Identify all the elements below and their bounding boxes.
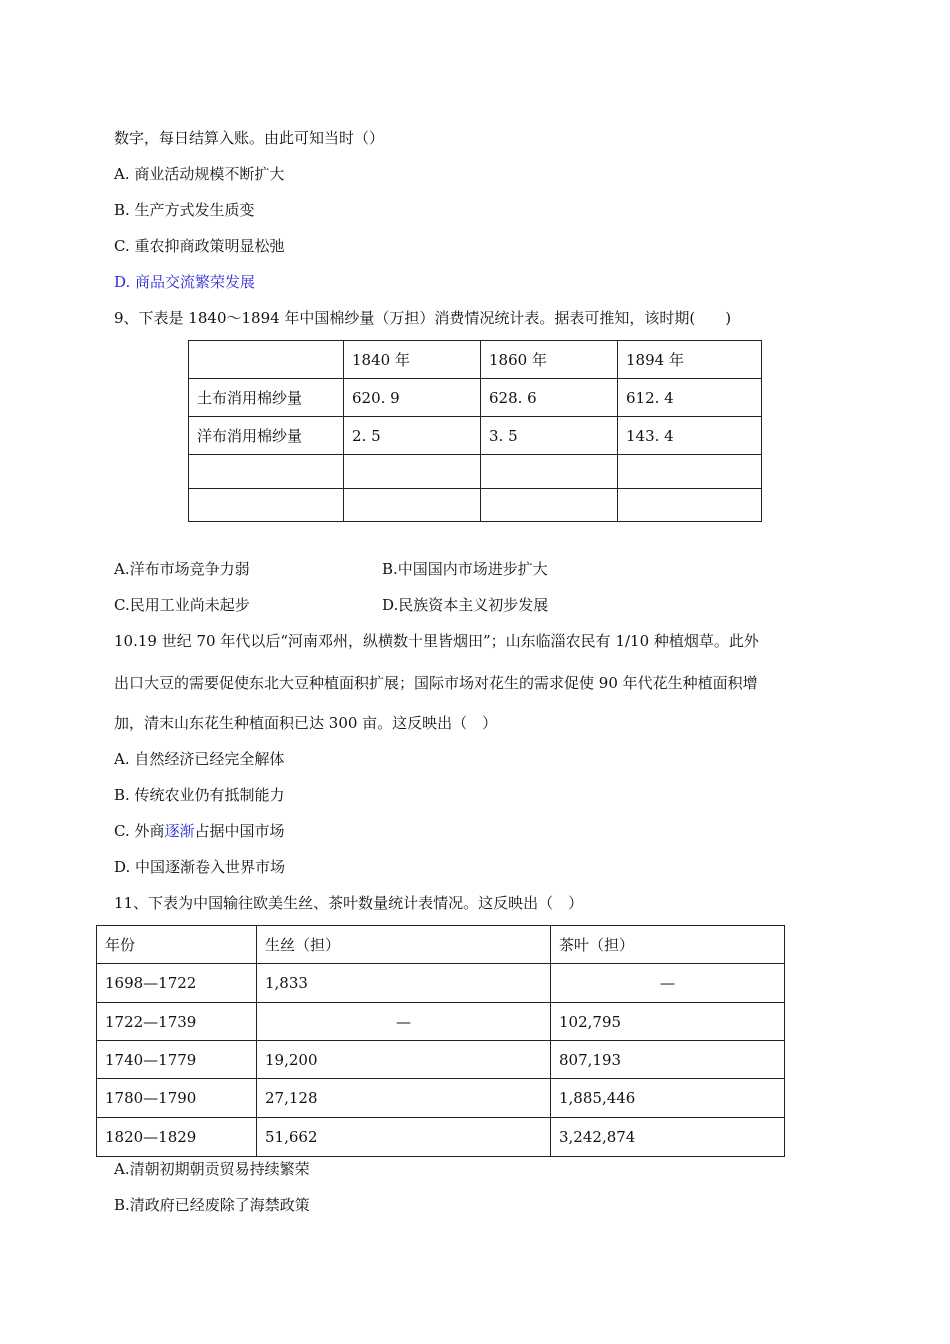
q8-option-d: D. 商品交流繁荣发展 (114, 273, 256, 291)
q10-option-d: D. 中国逐渐卷入世界市场 (114, 858, 286, 876)
q9-stem: 9、下表是 1840～1894 年中国棉纱量（万担）消费情况统计表。据表可推知，该时期( ) (114, 309, 732, 327)
q8-option-c: C. 重农抑商政策明显松弛 (114, 237, 285, 255)
table-cell: 51,662 (257, 1118, 551, 1157)
q10-option-c-link[interactable]: 逐渐 (164, 822, 195, 840)
table-cell: 1722—1739 (97, 1003, 257, 1041)
table-cell: 3. 5 (481, 417, 618, 455)
table-row (189, 379, 762, 417)
q10-stem-line2: 出口大豆的需要促使东北大豆种植面积扩展；国际市场对花生的需求促使 90 年代花生种植面积增 (114, 674, 758, 692)
q9-table (188, 340, 762, 522)
table-cell: 19,200 (257, 1041, 551, 1079)
table-cell: 1780—1790 (97, 1079, 257, 1118)
table-cell: 3,242,874 (551, 1118, 785, 1157)
table-cell: 1,885,446 (551, 1079, 785, 1118)
table-cell: 洋布消用棉纱量 (189, 417, 344, 455)
table-cell: 1860 年 (481, 341, 618, 379)
table-row (189, 455, 762, 489)
table-cell: 1,833 (257, 964, 551, 1003)
table-cell: 620. 9 (344, 379, 481, 417)
table-cell (481, 489, 618, 522)
table-cell: — (257, 1003, 551, 1041)
q10-option-c-suffix: 占据中国市场 (194, 822, 285, 840)
table-row (97, 1079, 785, 1118)
table-row (97, 1003, 785, 1041)
q11-option-b: B.清政府已经废除了海禁政策 (114, 1196, 310, 1214)
table-cell: — (551, 964, 785, 1003)
q9-option-c: C.民用工业尚未起步 (114, 596, 250, 614)
q10-option-c (114, 820, 285, 841)
table-row (97, 1118, 785, 1157)
table-cell: 628. 6 (481, 379, 618, 417)
table-cell (344, 455, 481, 489)
table-cell: 年份 (97, 926, 257, 964)
q9-option-a: A.洋布市场竞争力弱 (114, 560, 250, 578)
q8-option-a: A. 商业活动规模不断扩大 (114, 165, 285, 183)
table-cell: 1740—1779 (97, 1041, 257, 1079)
table-cell: 茶叶（担） (551, 926, 785, 964)
table-cell (344, 489, 481, 522)
q8-option-b: B. 生产方式发生质变 (114, 201, 255, 219)
table-cell: 1894 年 (618, 341, 762, 379)
q9-option-b: B.中国国内市场进步扩大 (382, 560, 548, 578)
table-row (189, 489, 762, 522)
q11-option-a: A.清朝初期朝贡贸易持续繁荣 (114, 1160, 310, 1178)
table-cell: 1698—1722 (97, 964, 257, 1003)
q10-option-c-prefix: C. 外商 (114, 822, 165, 840)
table-cell: 807,193 (551, 1041, 785, 1079)
table-cell (481, 455, 618, 489)
table-row (189, 417, 762, 455)
table-cell (618, 489, 762, 522)
table-cell (189, 341, 344, 379)
table-cell: 102,795 (551, 1003, 785, 1041)
table-cell (189, 489, 344, 522)
table-cell: 143. 4 (618, 417, 762, 455)
table-row (97, 964, 785, 1003)
q10-stem-line3: 加，清末山东花生种植面积已达 300 亩。这反映出（ ） (114, 714, 498, 732)
q10-option-b: B. 传统农业仍有抵制能力 (114, 786, 285, 804)
q11-table (96, 925, 785, 1157)
table-cell: 27,128 (257, 1079, 551, 1118)
q9-option-d: D.民族资本主义初步发展 (382, 596, 549, 614)
table-cell: 1840 年 (344, 341, 481, 379)
table-cell: 2. 5 (344, 417, 481, 455)
q10-stem-line1: 10.19 世纪 70 年代以后“河南邓州，纵横数十里皆烟田”；山东临淄农民有 1/10 种植烟草。此外 (114, 632, 759, 650)
table-cell: 1820—1829 (97, 1118, 257, 1157)
table-cell: 土布消用棉纱量 (189, 379, 344, 417)
table-cell: 生丝（担） (257, 926, 551, 964)
q8-stem-tail: 数字，每日结算入账。由此可知当时（） (114, 129, 385, 147)
table-cell (189, 455, 344, 489)
table-cell: 612. 4 (618, 379, 762, 417)
q10-option-a: A. 自然经济已经完全解体 (114, 750, 285, 768)
table-cell (618, 455, 762, 489)
q11-stem: 11、下表为中国输往欧美生丝、茶叶数量统计表情况。这反映出（ ） (114, 894, 584, 912)
table-row (97, 1041, 785, 1079)
